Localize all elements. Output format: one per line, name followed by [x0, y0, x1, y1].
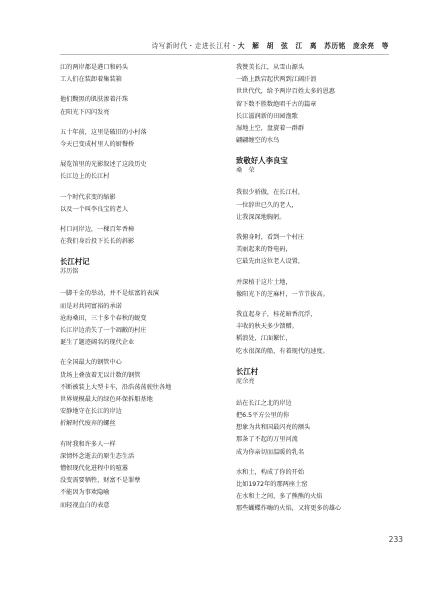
poem-line: 诞生了题迹阔名的现代企业: [60, 339, 135, 347]
poem-line: 折解时代废弃的螺丝: [60, 420, 116, 428]
header-divider: [60, 54, 389, 55]
running-header: [152, 40, 389, 50]
poem-title: 致敬好人李良宝: [236, 156, 288, 166]
poem-line: 世世代代，给予两岸百姓太多的恩惠: [236, 88, 335, 96]
poem-line: 村口河岸边，一棵百年香樟: [60, 226, 135, 234]
poem-line: 一个时代求变的缩影: [60, 193, 116, 201]
poem-line: 没变需要牺牲，财富不是罪孽: [60, 477, 141, 485]
poem-line: 五十年前，这里是破旧的小村落: [60, 128, 147, 136]
poem-line: 我很少骄傲，在长江村，: [236, 189, 305, 197]
poem-stanza: [60, 94, 215, 118]
header-section: 诗写新时代・走进长江村・: [151, 42, 238, 50]
poem-stanza: [236, 309, 396, 358]
poem-stanza: [60, 288, 215, 349]
poem-line: 我俯身时，看到一个村庄: [236, 234, 305, 242]
poem-line: 把6.5平方公里的你: [236, 412, 290, 420]
poem-line: 丰收的秋天多少馈赠。: [236, 323, 298, 331]
poem-line: 让我深深地胸躬。: [236, 213, 286, 221]
poem-line: 站在长江之北的岸边: [236, 399, 292, 407]
poem-stanza: [236, 467, 396, 516]
poem-line: 他们黝黑的肌肤渗着汗珠: [60, 96, 129, 104]
poem-line: 我赞美长江，从雪山源头: [236, 64, 305, 71]
poem-line: 美丽起来的脊电码，: [236, 246, 292, 254]
poem-stanza: [236, 187, 396, 224]
poem-line: 在水和土之间，多了熊熊的火焰: [236, 493, 323, 501]
poem-stanza: [60, 357, 215, 430]
poem-stanza: [60, 192, 215, 216]
poem-line: 想象为共和国最闪亮的额头: [236, 424, 311, 432]
poem-line: 一路上跌宕起伏两到江阔汗浪: [236, 76, 317, 84]
poem-line: 那条了不起的万里河流: [236, 436, 298, 444]
poem-title: 长江村: [236, 366, 259, 376]
poem-line: 不断被装上大型卡车，沿浩荡荡驶往各地: [60, 383, 172, 391]
poem-line: 以及一个叫李良宝的老人: [60, 205, 129, 213]
poem-line: 憎恨现代化进程中的喧嚣: [60, 465, 129, 473]
poem-stanza: [236, 398, 396, 459]
page-number: 233: [388, 535, 403, 544]
poem-line: 成为你亲切而温暖的乳名: [236, 448, 305, 456]
poem-line: 稻浪处，江面繁忙，: [236, 335, 292, 343]
poem-line: 长江滋润新的田园渔歌: [236, 112, 298, 120]
poem-author: 桑 荣: [236, 167, 255, 175]
poem-line: 而轻视直白的表意: [60, 501, 110, 509]
poem-author: 苏历铭: [60, 268, 79, 276]
poem-stanza: [236, 277, 396, 301]
poem-stanza: [60, 439, 215, 512]
poem-line: 而是对共同富裕的承诺: [60, 302, 122, 310]
poem-title: 长江村记: [60, 257, 90, 267]
poem-line: 我直起身子，桂花暗香沉浮，: [236, 311, 317, 319]
poem-line: 安静地守在长江的岸边: [60, 408, 122, 416]
poem-line: 翩翩缠空的水鸟: [236, 137, 280, 145]
poem-line: 在全国最大的钢管中心: [60, 359, 122, 367]
poem-line: 沧海桑田，三十多个春秋的蜕变: [60, 314, 147, 322]
poem-line: 并深植于这片土地，: [236, 278, 292, 286]
poem-line: 那些蝴蝶作嗨的火焰，又将更多的雄心: [236, 505, 342, 513]
poem-line: 江的两岸都是港口和码头: [60, 64, 129, 71]
poem-line: 今天已变成村里人的厨餐桥: [60, 141, 135, 149]
poem-line: 不能因为事欢隐喻: [60, 489, 110, 497]
poem-stanza: [60, 224, 215, 248]
poem-author: 庞余亮: [236, 377, 255, 385]
poem-stanza: [236, 232, 396, 269]
poem-line: 吃水很深的船，有着现代的速度。: [236, 347, 329, 355]
header-authors: 大 解 胡 弦 江 离 苏历铭 庞余亮 等: [237, 42, 389, 50]
poem-line: 一位辞世已久的老人，: [236, 201, 298, 209]
right-column: [236, 62, 396, 516]
poem-line: 展览馆里的光影叙述了这段历史: [60, 161, 147, 169]
poem-line: 货场上叠放着无以计数的钢管: [60, 371, 141, 379]
poem-line: 像阳光下的芝麻杆，一节节拔高。: [236, 290, 329, 298]
poem-line: 比如1972年的那两座土窑: [236, 481, 308, 489]
poem-line: 世界规模最大的绿色环保拆船基地: [60, 396, 153, 404]
poem-line: 水和土，构成了你的开始: [236, 468, 305, 476]
poem-stanza: [60, 159, 215, 183]
poem-stanza: [60, 62, 215, 86]
poem-stanza: [60, 127, 215, 151]
poem-line: 长江边上的长江村: [60, 173, 110, 181]
poem-line: 留下数不胜数绝唱千古的篇章: [236, 100, 317, 108]
poem-line: 工人们在装卸着集装箱: [60, 76, 122, 84]
poem-line: 有时我和许多人一样: [60, 440, 116, 448]
poem-line: 长江岸边消失了一个凋敝的村庄: [60, 327, 147, 335]
poem-line: 在阳光下闪闪发亮: [60, 108, 110, 116]
poem-line: 深情怀念逝去的原生态生活: [60, 452, 135, 460]
poem-line: 在我们身后投下长长的斜影: [60, 238, 135, 246]
poem-line: 湿地上空，盘旋着一群群: [236, 125, 305, 133]
poem-line: 它最先由这位老人设置，: [236, 258, 305, 266]
poem-stanza: [236, 62, 396, 147]
poem-line: 一脚千金的举动，并不是炫富的表演: [60, 290, 159, 298]
left-column: [60, 62, 215, 512]
